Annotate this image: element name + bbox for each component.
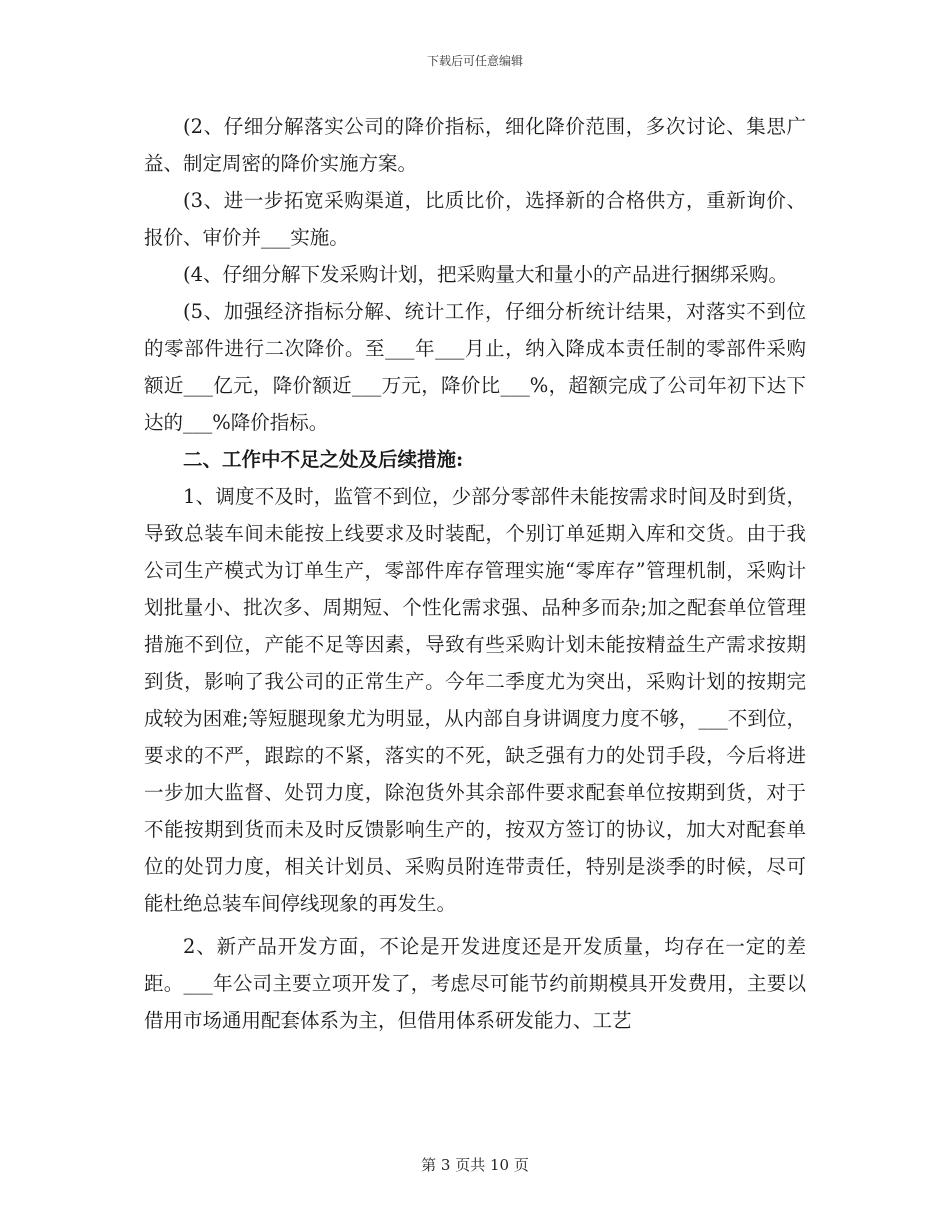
paragraph-item-3: (3、进一步拓宽采购渠道，比质比价，选择新的合格供方，重新询价、报价、审价并___实施。 — [144, 189, 806, 249]
paragraph-shortcoming-2: 2、新产品开发方面，不论是开发进度还是开发质量，均存在一定的差距。___年公司主要立项开发了，考虑尽可能节约前期模具开发费用，主要以借用市场通用配套体系为主，但借用体系研发能力、工艺 — [144, 935, 806, 1032]
paragraph-item-2: (2、仔细分解落实公司的降价指标，细化降价范围，多次讨论、集思广益、制定周密的降价实施方案。 — [144, 115, 806, 175]
document-body — [144, 108, 806, 1039]
section-heading: 二、工作中不足之处及后续措施: — [183, 448, 464, 471]
page-footer: 第 3 页共 10 页 — [421, 1156, 529, 1174]
page-header: 下载后可任意编辑 — [426, 54, 523, 68]
paragraph-item-4: (4、仔细分解下发采购计划，把采购量大和量小的产品进行捆绑采购。 — [183, 263, 789, 286]
paragraph-shortcoming-1: 1、调度不及时，监管不到位，少部分零部件未能按需求时间及时到货，导致总装车间未能按上线要求及时装配，个别订单延期入库和交货。由于我公司生产模式为订单生产，零部件库存管理实施“零库存”管理机制，采购计划批量小、批次多、周期短、个性化需求强、品种多而杂;加之配套单位管理措施不到位，产能不足等因素，导致有些采购计划未能按精益生产需求按期到货，影响了我公司的正常生产。今年二季度尤为突出，采购计划的按期完成较为困难;等短腿现象尤为明显，从内部自身讲调度力度不够，___不到位，要求的不严，跟踪的不紧，落实的不死，缺乏强有力的处罚手段，今后将进一步加大监督、处罚力度，除泡货外其余部件要求配套单位按期到货，对于不能按期到货而未及时反馈影响生产的，按双方签订的协议，加大对配套单位的处罚力度，相关计划员、采购员附连带责任，特别是淡季的时候，尽可能杜绝总装车间停线现象的再发生。 — [144, 485, 806, 915]
paragraph-item-5: (5、加强经济指标分解、统计工作，仔细分析统计结果，对落实不到位的零部件进行二次降价。至___年___月止，纳入降成本责任制的零部件采购额近___亿元，降价额近___万元，降价比___%，超额完成了公司年初下达下达的___%降价指标。 — [144, 300, 806, 434]
